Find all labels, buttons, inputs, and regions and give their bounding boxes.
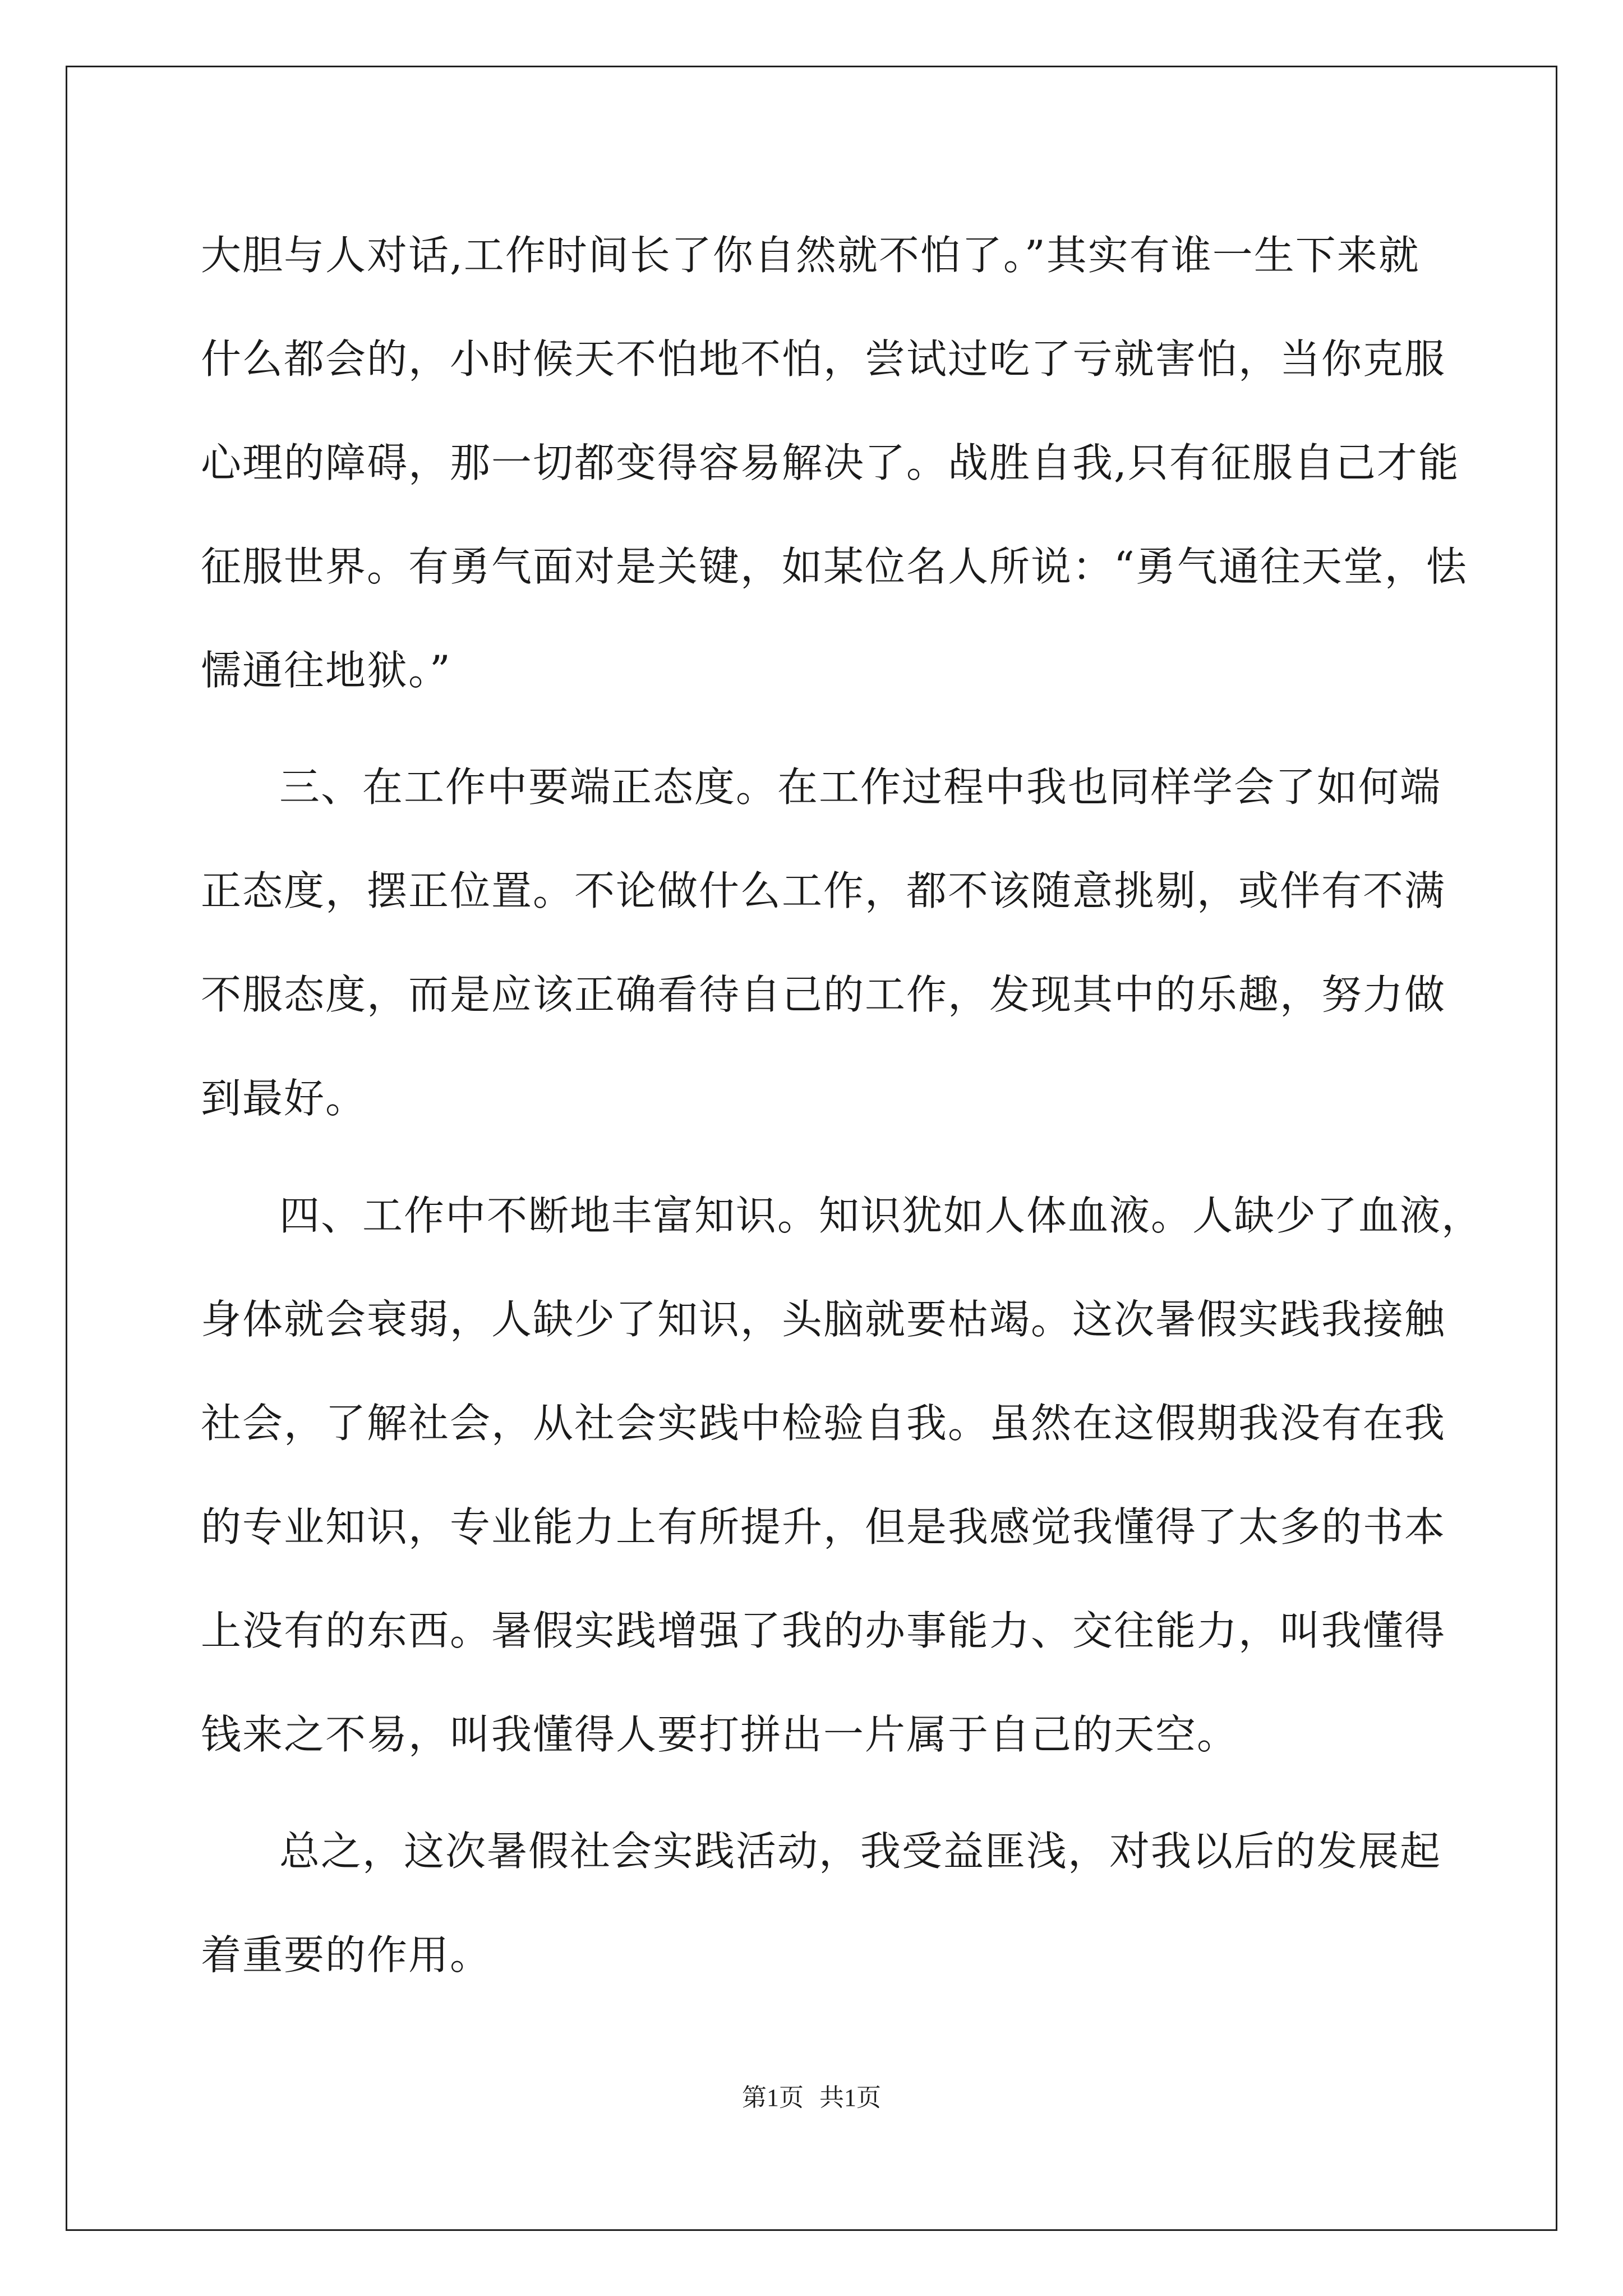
text-line: 心理的障碍，那一切都变得容易解决了。战胜自我,只有征服自己才能: [201, 439, 1460, 486]
text-line: 征服世界。有勇气面对是关键，如某位名人所说：“勇气通往天堂，怯: [201, 543, 1468, 590]
paragraph-start-line: 三、在工作中要端正态度。在工作过程中我也同样学会了如何端: [279, 763, 1442, 811]
text-line: 着重要的作用。: [201, 1931, 492, 1978]
text-line: 社会，了解社会，从社会实践中检验自我。虽然在这假期我没有在我: [201, 1400, 1446, 1447]
paragraph-start-line: 四、工作中不断地丰富知识。知识犹如人体血液。人缺少了血液，: [279, 1192, 1483, 1239]
text-line: 上没有的东西。暑假实践增强了我的办事能力、交往能力，叫我懂得: [201, 1607, 1446, 1654]
text-line: 的专业知识，专业能力上有所提升，但是我感觉我懂得了太多的书本: [201, 1503, 1446, 1550]
text-line: 正态度，摆正位置。不论做什么工作，都不该随意挑剔，或伴有不满: [201, 867, 1446, 914]
text-line: 身体就会衰弱，人缺少了知识，头脑就要枯竭。这次暑假实践我接触: [201, 1296, 1446, 1343]
page-border: [66, 66, 1557, 2231]
text-line: 不服态度，而是应该正确看待自己的工作，发现其中的乐趣，努力做: [201, 971, 1446, 1018]
page-number-total: 共1页: [819, 2084, 881, 2111]
paragraph-start-line: 总之，这次暑假社会实践活动，我受益匪浅，对我以后的发展起: [279, 1828, 1442, 1875]
text-line: 钱来之不易，叫我懂得人要打拼出一片属于自己的天空。: [201, 1711, 1239, 1758]
text-line: 到最好。: [201, 1075, 367, 1122]
text-line: 什么都会的，小时候天不怕地不怕，尝试过吃了亏就害怕，当你克服: [201, 335, 1446, 383]
text-line: 大胆与人对话,工作时间长了你自然就不怕了。”其实有谁一生下来就: [201, 232, 1420, 279]
page-footer: [0, 2081, 1623, 2115]
text-line: 懦通往地狱。”: [201, 647, 451, 694]
page-number-current: 第1页: [742, 2084, 804, 2111]
